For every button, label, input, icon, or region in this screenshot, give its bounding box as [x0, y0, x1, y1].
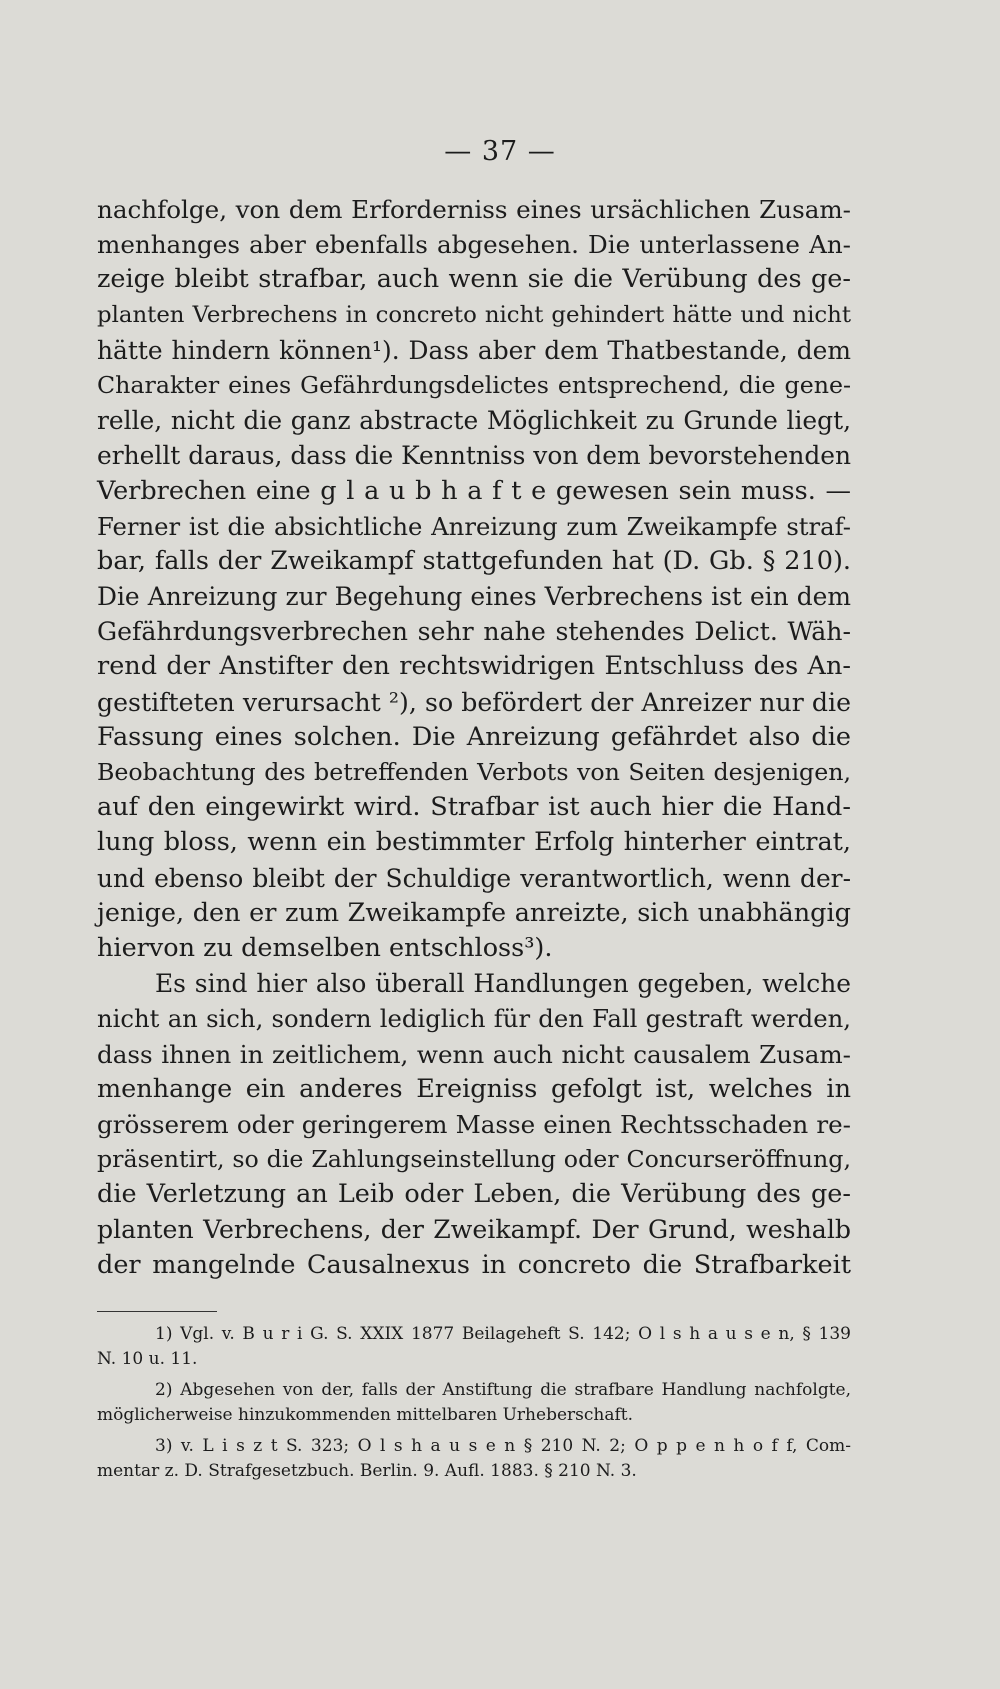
text-line: präsentirt, so die Zahlungseinstellung oder Concurseröffnung, — [97, 1145, 851, 1174]
text-line: Fassung eines solchen. Die Anreizung gefährdet also die — [97, 721, 851, 752]
text-line: Ferner ist die absichtliche Anreizung zum Zweikampfe straf- — [97, 511, 851, 541]
text-line: menhanges aber ebenfalls abgesehen. Die unterlassene An- — [97, 230, 851, 260]
footnotes — [97, 1322, 851, 1484]
text-line: gestifteten verursacht ²), so befördert der Anreizer nur die — [97, 687, 851, 717]
text-line: hiervon zu demselben entschloss³). — [97, 932, 553, 963]
text-line: Es sind hier also überall Handlungen gegeben, welche — [155, 969, 851, 999]
footnote — [97, 1378, 851, 1428]
text-line: lung bloss, wenn ein bestimmter Erfolg hinterher eintrat, — [97, 827, 851, 858]
text-line: hätte hindern können¹). Dass aber dem Thatbestande, dem — [97, 335, 851, 365]
text-line: Gefährdungsverbrechen sehr nahe stehendes Delict. Wäh- — [97, 617, 851, 647]
text-line: planten Verbrechens, der Zweikampf. Der Grund, weshalb — [97, 1215, 851, 1245]
text-line: relle, nicht die ganz abstracte Möglichkeit zu Grunde liegt, — [97, 406, 851, 436]
footnote-line: 3) v. L i s z t S. 323; O l s h a u s e n § 210 N. 2; O p p e n h o f f, Com- — [155, 1436, 851, 1456]
text-line: jenige, den er zum Zweikampfe anreizte, sich unabhängig — [97, 897, 851, 928]
text-line: Charakter eines Gefährdungsdelictes entsprechend, die gene- — [97, 370, 851, 399]
text-line: nicht an sich, sondern lediglich für den Fall gestraft werden, — [97, 1004, 851, 1034]
footnote — [97, 1322, 851, 1372]
text-line: die Verletzung an Leib oder Leben, die Verübung des ge- — [97, 1179, 851, 1210]
text-line: bar, falls der Zweikampf stattgefunden hat (D. Gb. § 210). — [97, 545, 851, 576]
footnote-line: möglicherweise hinzukommenden mittelbaren Urheberschaft. — [97, 1405, 633, 1425]
text-line: Beobachtung des betreffenden Verbots von Seiten desjenigen, — [97, 758, 851, 786]
footnote-separator — [97, 1311, 217, 1312]
footnote-line: mentar z. D. Strafgesetzbuch. Berlin. 9. Aufl. 1883. § 210 N. 3. — [97, 1461, 637, 1481]
text-line: planten Verbrechens in concreto nicht gehindert hätte und nicht — [97, 301, 851, 328]
text-line: der mangelnde Causalnexus in concreto die Strafbarkeit — [97, 1249, 851, 1280]
text-line: dass ihnen in zeitlichem, wenn auch nicht causalem Zusam- — [97, 1039, 851, 1069]
text-line: und ebenso bleibt der Schuldige verantwortlich, wenn der- — [97, 863, 851, 893]
page-number: — 37 — — [444, 136, 556, 167]
text-line: zeige bleibt strafbar, auch wenn sie die Verübung des ge- — [97, 264, 851, 295]
text-line: rend der Anstifter den rechtswidrigen Entschluss des An- — [97, 651, 851, 682]
footnote-line: N. 10 u. 11. — [97, 1349, 198, 1369]
text-line: nachfolge, von dem Erforderniss eines ursächlichen Zusam- — [97, 195, 851, 224]
text-line: grösserem oder geringerem Masse einen Rechtsschaden re- — [97, 1109, 851, 1139]
text-line: Verbrechen eine g l a u b h a f t e gewesen sein muss. — — [97, 475, 851, 506]
text-line: erhellt daraus, dass die Kenntniss von dem bevorstehenden — [97, 441, 852, 471]
body-text — [97, 192, 851, 1283]
text-line: menhange ein anderes Ereigniss gefolgt ist, welches in — [97, 1073, 851, 1104]
text-line: auf den eingewirkt wird. Strafbar ist auch hier die Hand- — [97, 792, 851, 823]
footnote-line: 1) Vgl. v. B u r i G. S. XXIX 1877 Beilageheft S. 142; O l s h a u s e n, § 139 — [155, 1324, 851, 1344]
footnote — [97, 1434, 851, 1484]
text-line: Die Anreizung zur Begehung eines Verbrechens ist ein dem — [97, 582, 851, 612]
footnote-line: 2) Abgesehen von der, falls der Anstiftung die strafbare Handlung nachfolgte, — [155, 1380, 851, 1400]
